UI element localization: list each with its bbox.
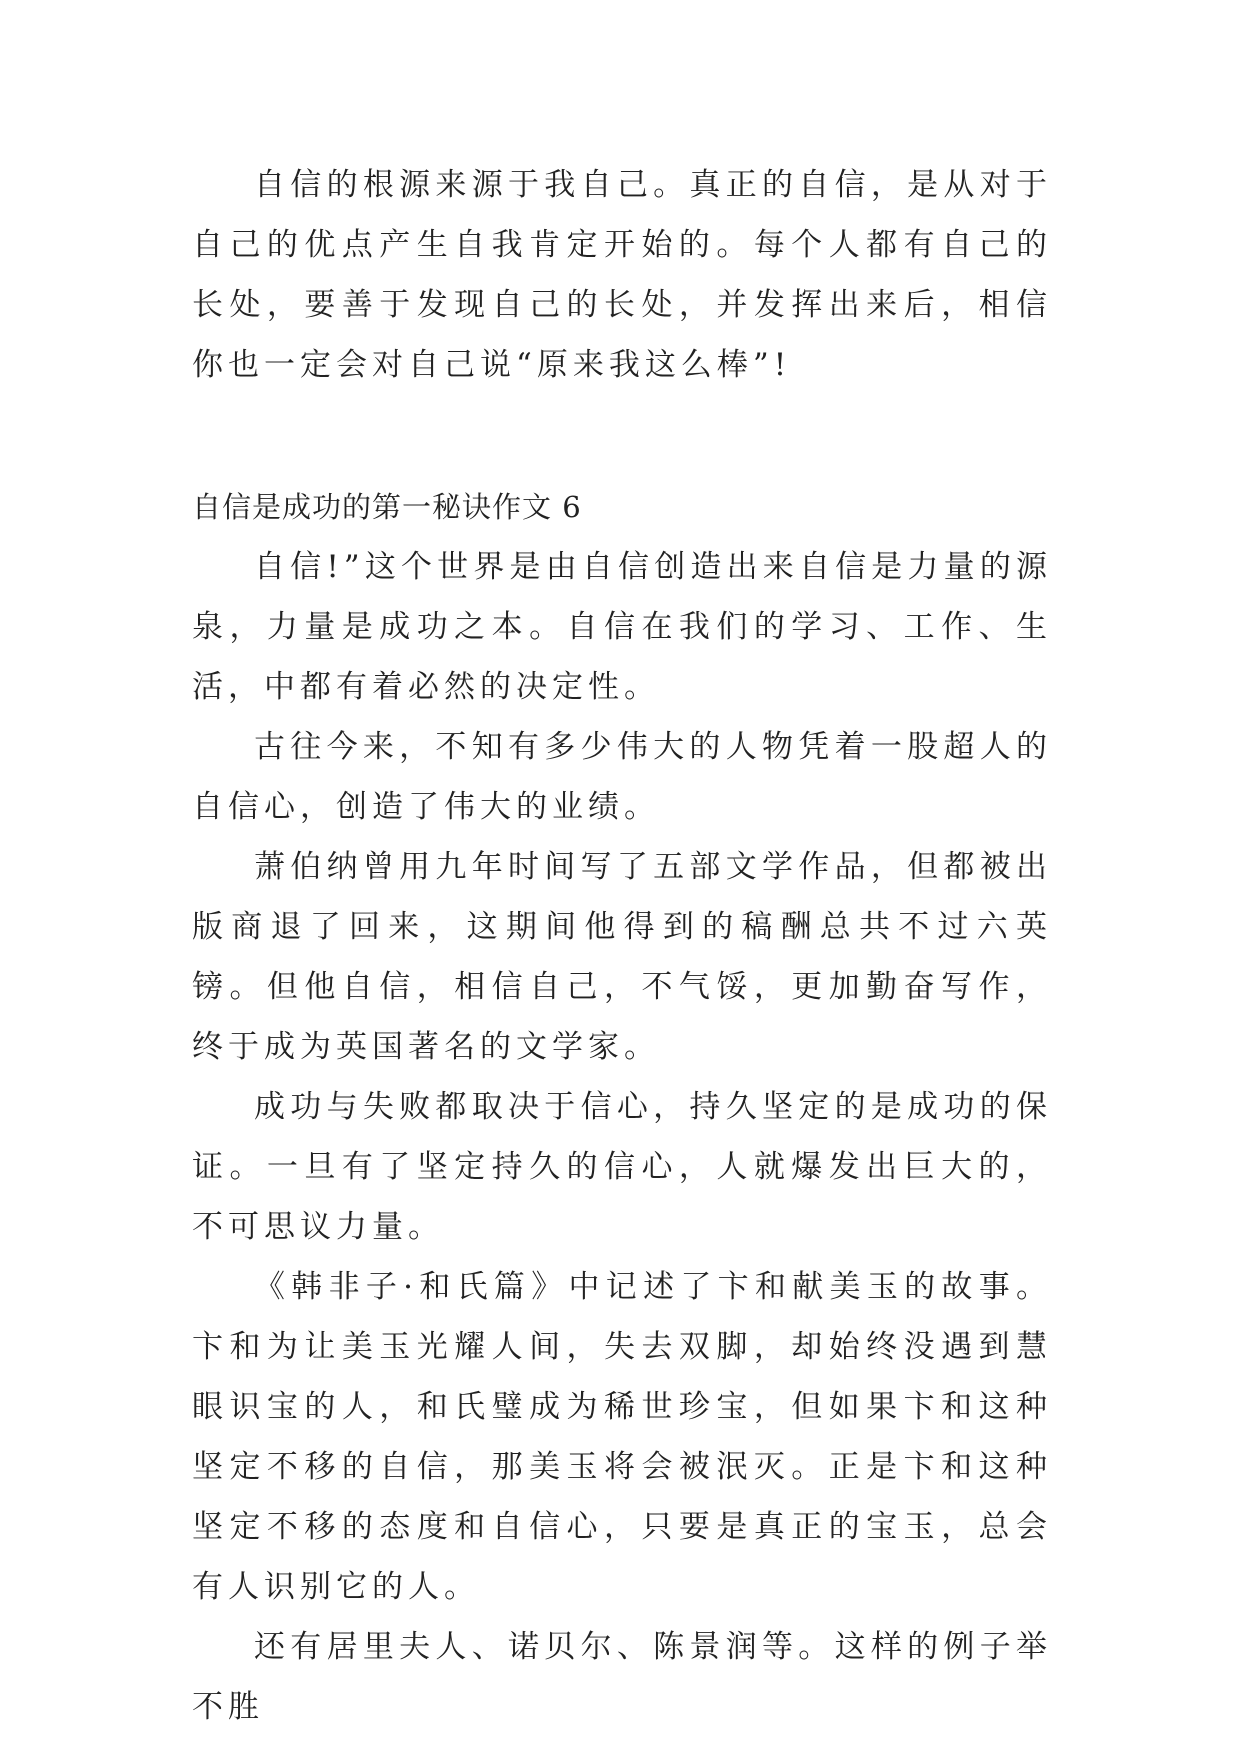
intro-paragraph: 自信的根源来源于我自己。真正的自信，是从对于自己的优点产生自我肯定开始的。每个人都有自己的长处，要善于发现自己的长处，并发挥出来后，相信你也一定会对自己说“原来我这么棒”! bbox=[192, 167, 1052, 383]
section-title: 自信是成功的第一秘诀作文 6 bbox=[192, 490, 582, 524]
paragraph: 萧伯纳曾用九年时间写了五部文学作品，但都被出版商退了回来，这期间他得到的稿酬总共不过六英镑。但他自信，相信自己，不气馁，更加勤奋写作，终于成为英国著名的文学家。 bbox=[192, 849, 1052, 1065]
paragraph: 成功与失败都取决于信心，持久坚定的是成功的保证。一旦有了坚定持久的信心，人就爆发出巨大的，不可思议力量。 bbox=[192, 1089, 1052, 1245]
paragraph: 古往今来，不知有多少伟大的人物凭着一股超人的自信心，创造了伟大的业绩。 bbox=[192, 729, 1052, 825]
paragraph: 自信!”这个世界是由自信创造出来自信是力量的源泉，力量是成功之本。自信在我们的学习、工作、生活，中都有着必然的决定性。 bbox=[192, 549, 1052, 705]
document-body bbox=[192, 155, 1052, 1737]
paragraph: 还有居里夫人、诺贝尔、陈景润等。这样的例子举不胜 bbox=[192, 1629, 1052, 1725]
paragraph: 《韩非子·和氏篇》中记述了卞和献美玉的故事。卞和为让美玉光耀人间，失去双脚，却始终没遇到慧眼识宝的人，和氏璧成为稀世珍宝，但如果卞和这种坚定不移的自信，那美玉将会被泯灭。正是卞和这种坚定不移的态度和自信心，只要是真正的宝玉，总会有人识别它的人。 bbox=[192, 1269, 1052, 1605]
